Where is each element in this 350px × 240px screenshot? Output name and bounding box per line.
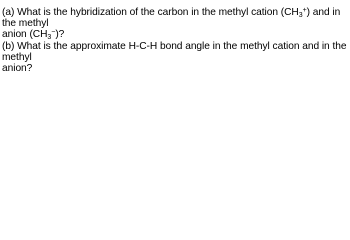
part-a-text-line2: anion (CH — [2, 29, 48, 41]
part-b-label: (b) — [2, 40, 15, 52]
part-b-text-line2: anion? — [2, 63, 33, 75]
part-a-label: (a) — [2, 7, 15, 18]
question-part-a — [2, 7, 348, 41]
anion-subscript: 3 — [47, 34, 52, 42]
part-a-text-line1: What is the hybridization of the carbon in the methyl cation (CH — [17, 7, 299, 18]
question-part-b — [2, 41, 348, 75]
question-document — [2, 7, 348, 74]
cation-subscript: 3 — [298, 12, 303, 19]
anion-superscript: − — [51, 29, 56, 37]
part-a-text-line2-end: )? — [55, 29, 65, 41]
part-a-text-line1-end: ) and in the methyl — [2, 7, 341, 30]
cation-superscript: + — [302, 7, 307, 14]
part-b-text-line1: What is the approximate H-C-H bond angle in the methyl cation and in the methyl — [2, 40, 347, 63]
